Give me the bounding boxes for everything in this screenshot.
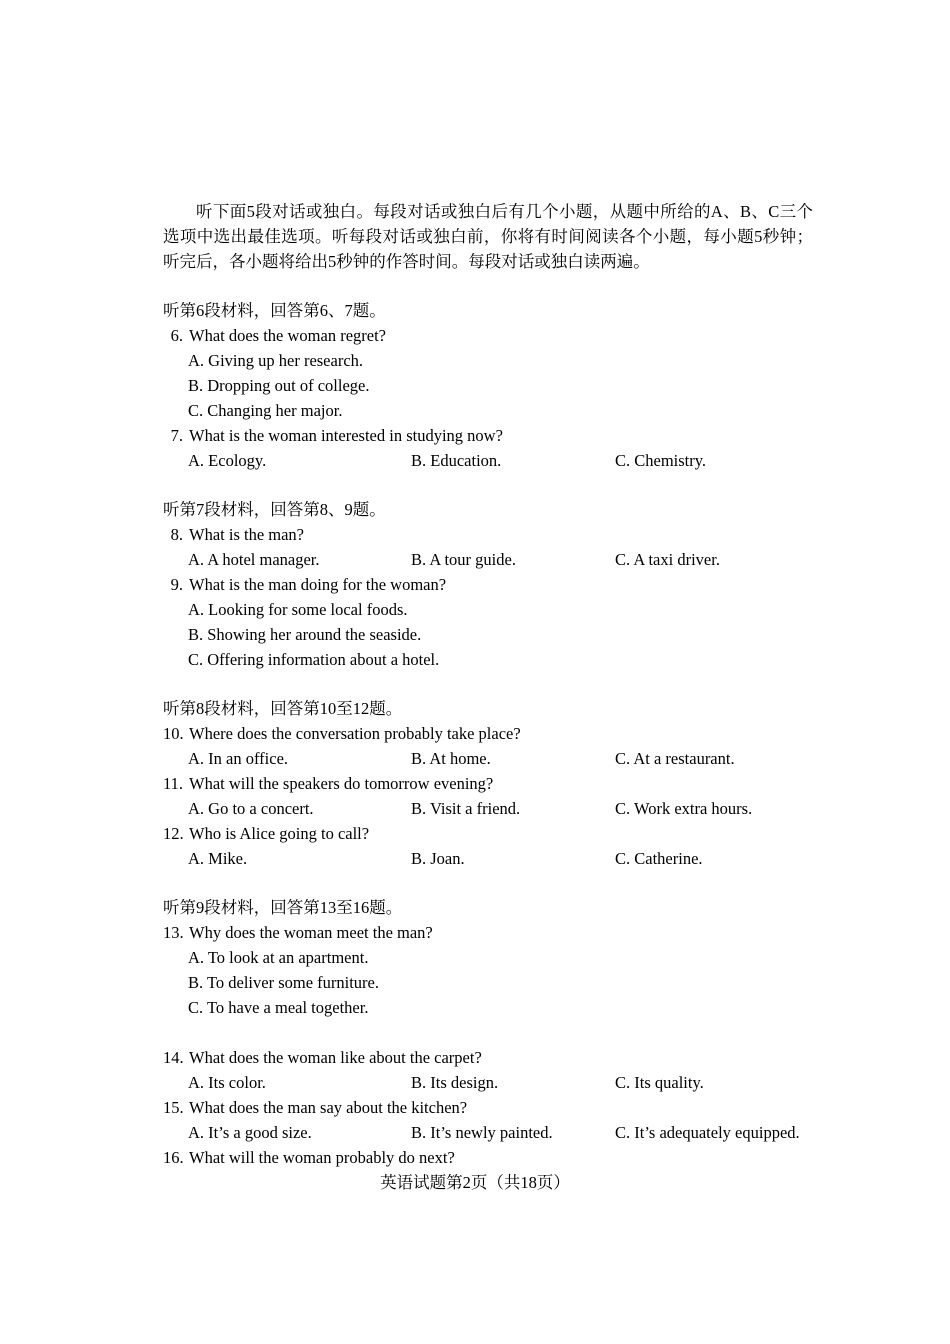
option-b: B. Showing her around the seaside. [188, 624, 422, 644]
options-row [163, 846, 813, 871]
option-b: B. Education. [411, 450, 502, 470]
option-a: A. Go to a concert. [188, 798, 314, 818]
options-stacked [163, 945, 813, 1020]
section-header: 听第9段材料，回答第13至16题。 [163, 897, 403, 917]
options-stacked [163, 348, 813, 423]
option-b: B. To deliver some furniture. [188, 972, 379, 992]
section-header: 听第8段材料，回答第10至12题。 [163, 698, 403, 718]
option-c: C. Work extra hours. [615, 798, 753, 818]
question-number: 7. [170, 425, 183, 445]
options-row [163, 746, 813, 771]
section-material-8 [163, 696, 813, 871]
option-b: B. Joan. [411, 848, 465, 868]
question-text: What is the man? [189, 524, 305, 544]
option-a: A. Its color. [188, 1072, 266, 1092]
question-8 [163, 522, 813, 547]
option-b: B. It’s newly painted. [411, 1122, 553, 1142]
options-row [163, 448, 813, 473]
option-b: B. Visit a friend. [411, 798, 521, 818]
options-row [163, 1120, 813, 1145]
question-6 [163, 323, 813, 348]
option-a: A. Looking for some local foods. [188, 599, 408, 619]
option-a: A. To look at an apartment. [188, 947, 369, 967]
question-text: What will the woman probably do next? [189, 1147, 455, 1167]
question-number: 14. [163, 1047, 184, 1067]
option-c: C. To have a meal together. [188, 997, 369, 1017]
options-stacked [163, 597, 813, 672]
question-number: 6. [170, 325, 183, 345]
options-row [163, 796, 813, 821]
option-c: C. A taxi driver. [615, 549, 720, 569]
option-a: A. Ecology. [188, 450, 267, 470]
section-header: 听第6段材料，回答第6、7题。 [163, 300, 386, 320]
option-c: C. Offering information about a hotel. [188, 649, 440, 669]
section-material-9 [163, 895, 813, 1170]
options-row [163, 547, 813, 572]
question-text: What is the woman interested in studying now? [189, 425, 503, 445]
page-footer: 英语试题第2页（共18页） [380, 1172, 570, 1192]
question-number: 10. [163, 723, 184, 743]
question-number: 15. [163, 1097, 184, 1117]
option-c: C. Chemistry. [615, 450, 707, 470]
option-a: A. Giving up her research. [188, 350, 364, 370]
question-12 [163, 821, 813, 846]
question-text: What does the man say about the kitchen? [189, 1097, 468, 1117]
question-number: 12. [163, 823, 184, 843]
option-c: C. Its quality. [615, 1072, 704, 1092]
question-number: 9. [170, 574, 183, 594]
option-a: A. In an office. [188, 748, 289, 768]
question-16 [163, 1145, 813, 1170]
option-c: C. Catherine. [615, 848, 703, 868]
question-14 [163, 1045, 813, 1070]
question-11 [163, 771, 813, 796]
question-13 [163, 920, 813, 945]
section-header: 听第7段材料，回答第8、9题。 [163, 499, 386, 519]
option-c: C. Changing her major. [188, 400, 343, 420]
question-text: What does the woman like about the carpet? [189, 1047, 482, 1067]
question-number: 11. [163, 773, 184, 793]
option-a: A. Mike. [188, 848, 248, 868]
option-c: C. At a restaurant. [615, 748, 735, 768]
options-row [163, 1070, 813, 1095]
option-a: A. It’s a good size. [188, 1122, 312, 1142]
question-text: Why does the woman meet the man? [189, 922, 433, 942]
option-b: B. Dropping out of college. [188, 375, 370, 395]
question-number: 13. [163, 922, 184, 942]
question-text: Who is Alice going to call? [189, 823, 370, 843]
section-material-6 [163, 298, 813, 473]
question-7 [163, 423, 813, 448]
option-b: B. A tour guide. [411, 549, 516, 569]
option-b: B. At home. [411, 748, 491, 768]
question-text: What is the man doing for the woman? [189, 574, 447, 594]
question-text: What does the woman regret? [189, 325, 387, 345]
option-c: C. It’s adequately equipped. [615, 1122, 800, 1142]
option-b: B. Its design. [411, 1072, 499, 1092]
question-number: 16. [163, 1147, 184, 1167]
question-10 [163, 721, 813, 746]
question-15 [163, 1095, 813, 1120]
option-a: A. A hotel manager. [188, 549, 320, 569]
question-text: What will the speakers do tomorrow evening? [189, 773, 494, 793]
question-9 [163, 572, 813, 597]
question-number: 8. [170, 524, 183, 544]
section-material-7 [163, 497, 813, 672]
listening-instructions: 听下面5段对话或独白。每段对话或独白后有几个小题，从题中所给的A、B、C三个选项中选出最佳选项。听每段对话或独白前，你将有时间阅读各个小题，每小题5秒钟；听完后，各小题将给出5秒钟的作答时间。每段对话或独白读两遍。 [163, 201, 813, 271]
question-text: Where does the conversation probably take place? [189, 723, 521, 743]
